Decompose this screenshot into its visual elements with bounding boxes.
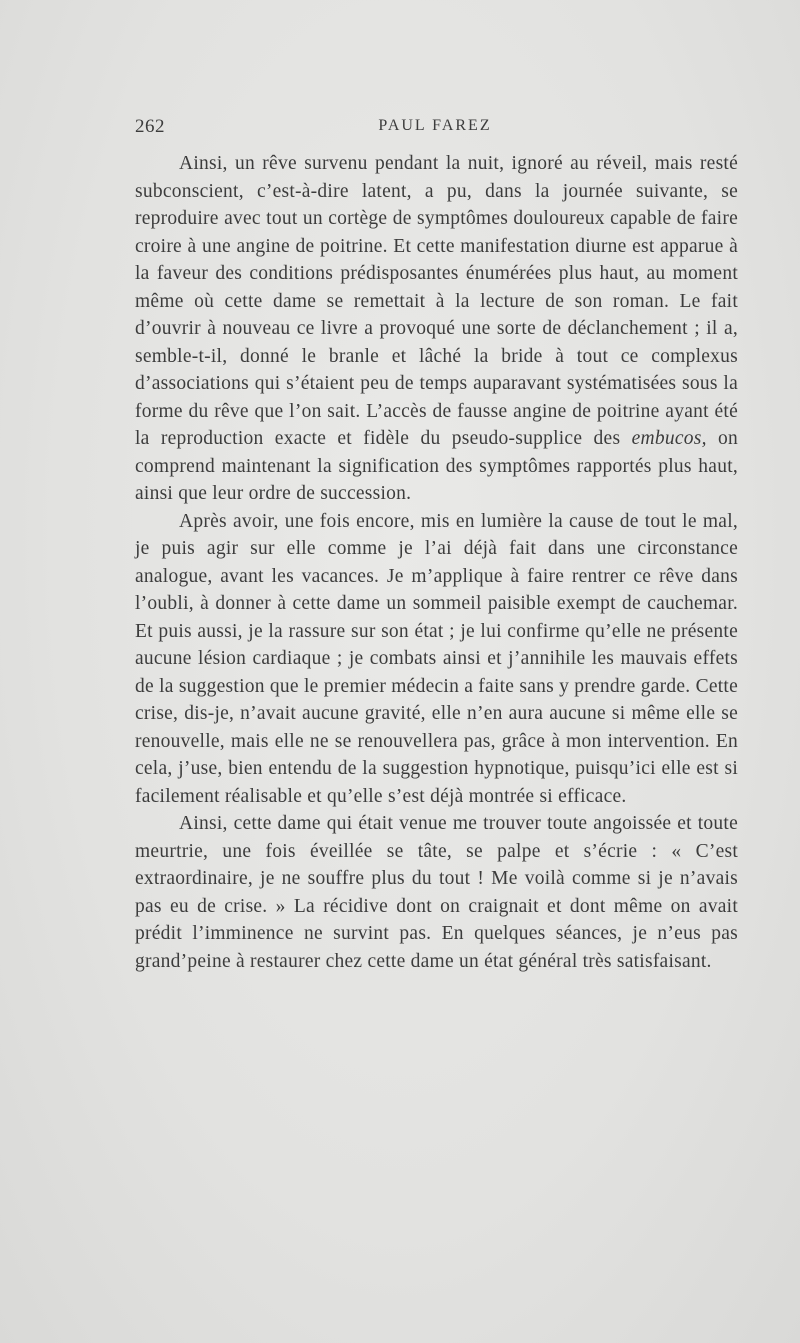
paragraph-1-italic-term: embucos, [631,428,707,449]
paragraph-1 [135,150,738,508]
paragraph-3: Ainsi, cette dame qui était venue me trouver toute angoissée et toute meurtrie, une fois éveillée se tâte, se palpe et s’écrie : « C’est extraordinaire, je ne souffre plus du tout ! Me voilà comme si je n’avais pas eu de crise. » La récidive dont on craignait et dont même on avait prédit l’imminence ne survint pas. En quelques séances, je n’eus pas grand’peine à restaurer chez cette dame un état général très satisfaisant. [135,813,738,972]
running-head: PAUL FAREZ [378,117,492,134]
paragraph-1-text-a: Ainsi, un rêve survenu pendant la nuit, ignoré au réveil, mais resté subconscient, c’est-à-dire latent, a pu, dans la journée suivante, se reproduire avec tout un cortège de symptômes douloureux capable de faire croire à une angine de poitrine. Et cette manifestation diurne est apparue à la faveur des conditions prédisposantes énumérées plus haut, au moment même où cette dame se remettait à la lecture de son roman. Le fait d’ouvrir à nouveau ce livre a provoqué une sorte de déclanchement ; il a, semble-t-il, donné le branle et lâché la bride à tout ce complexus d’associations qui s’étaient peu de temps auparavant systématisées sous la forme du rêve que l’on sait. L’accès de fausse angine de poitrine ayant été la reproduction exacte et fidèle du pseudo-supplice des [135,153,738,449]
paragraph-2: Après avoir, une fois encore, mis en lumière la cause de tout le mal, je puis agir sur elle comme je l’ai déjà fait dans une circonstance analogue, avant les vacances. Je m’applique à faire rentrer ce rêve dans l’oubli, à donner à cette dame un sommeil paisible exempt de cauchemar. Et puis aussi, je la rassure sur son état ; je lui confirme qu’elle ne présente aucune lésion cardiaque ; je combats ainsi et j’annihile les mauvais effets de la suggestion que le premier médecin a faite sans y prendre garde. Cette crise, dis-je, n’avait aucune gravité, elle n’en aura aucune si même elle se renouvelle, mais elle ne se renouvellera pas, grâce à mon intervention. En cela, j’use, bien entendu de la suggestion hypnotique, puisqu’ici elle est si facilement réalisable et qu’elle s’est déjà montrée si efficace. [135,510,738,807]
page-body [135,150,738,975]
paragraph-1-text-b: on comprend maintenant la signification des symptômes rapportés plus haut, ainsi que leur ordre de succession. [135,428,739,504]
page-header [135,116,735,138]
page-number: 262 [135,116,165,137]
